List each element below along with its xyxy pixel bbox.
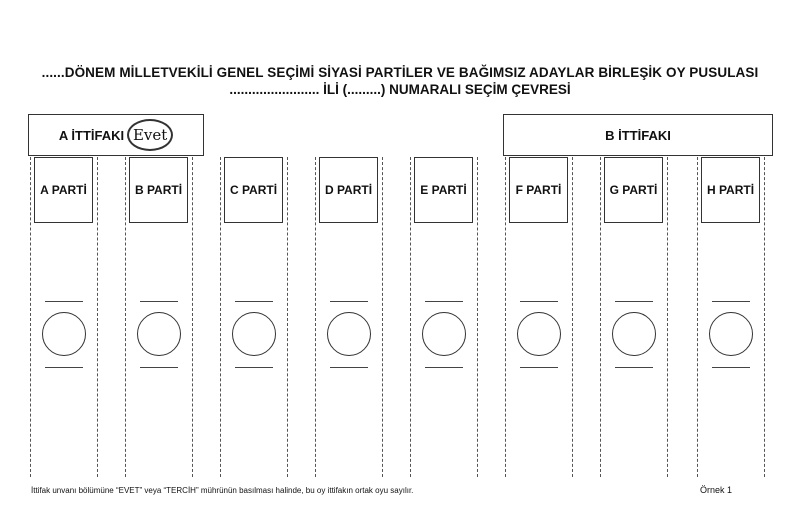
alliance-a-label: A İTTİFAKI [58, 127, 125, 143]
vote-circle-g[interactable] [612, 312, 656, 356]
divider [712, 301, 750, 302]
divider [615, 367, 653, 368]
footnote: İttifak unvanı bölümüne “EVET” veya “TERCİH” mührünün basılması halinde, bu oy ittifakın ortak oyu sayılır. [31, 486, 414, 495]
divider [520, 301, 558, 302]
divider [520, 367, 558, 368]
vote-circle-b[interactable] [137, 312, 181, 356]
party-column-h [697, 157, 765, 477]
alliance-a-box[interactable] [28, 114, 204, 156]
divider [615, 301, 653, 302]
divider [235, 301, 273, 302]
vote-circle-d[interactable] [327, 312, 371, 356]
vote-circle-c[interactable] [232, 312, 276, 356]
party-box-e: E PARTİ [414, 157, 473, 223]
divider [235, 367, 273, 368]
party-box-g: G PARTİ [604, 157, 663, 223]
party-column-a [30, 157, 98, 477]
party-column-c [220, 157, 288, 477]
divider [425, 301, 463, 302]
vote-circle-a[interactable] [42, 312, 86, 356]
party-box-b: B PARTİ [129, 157, 188, 223]
divider [330, 301, 368, 302]
party-column-e [410, 157, 478, 477]
party-column-d [315, 157, 383, 477]
party-box-h: H PARTİ [701, 157, 760, 223]
divider [425, 367, 463, 368]
divider [712, 367, 750, 368]
party-box-a: A PARTİ [34, 157, 93, 223]
alliance-b-label: B İTTİFAKI [605, 127, 671, 143]
divider [140, 367, 178, 368]
divider [140, 301, 178, 302]
party-column-f [505, 157, 573, 477]
party-box-c: C PARTİ [224, 157, 283, 223]
alliance-b-box[interactable] [503, 114, 773, 156]
party-column-g [600, 157, 668, 477]
divider [45, 367, 83, 368]
party-box-f: F PARTİ [509, 157, 568, 223]
divider [330, 367, 368, 368]
ballot-subtitle: ........................ İLİ (.........) NUMARALI SEÇİM ÇEVRESİ [229, 82, 571, 97]
ballot-title: ......DÖNEM MİLLETVEKİLİ GENEL SEÇİMİ SİYASİ PARTİLER VE BAĞIMSIZ ADAYLAR BİRLEŞİK OY PUSULASI [41, 65, 759, 80]
vote-circle-f[interactable] [517, 312, 561, 356]
party-box-d: D PARTİ [319, 157, 378, 223]
vote-circle-h[interactable] [709, 312, 753, 356]
evet-stamp-icon: Evet [127, 119, 173, 151]
sample-label: Örnek 1 [700, 485, 733, 495]
party-column-b [125, 157, 193, 477]
vote-circle-e[interactable] [422, 312, 466, 356]
divider [45, 301, 83, 302]
